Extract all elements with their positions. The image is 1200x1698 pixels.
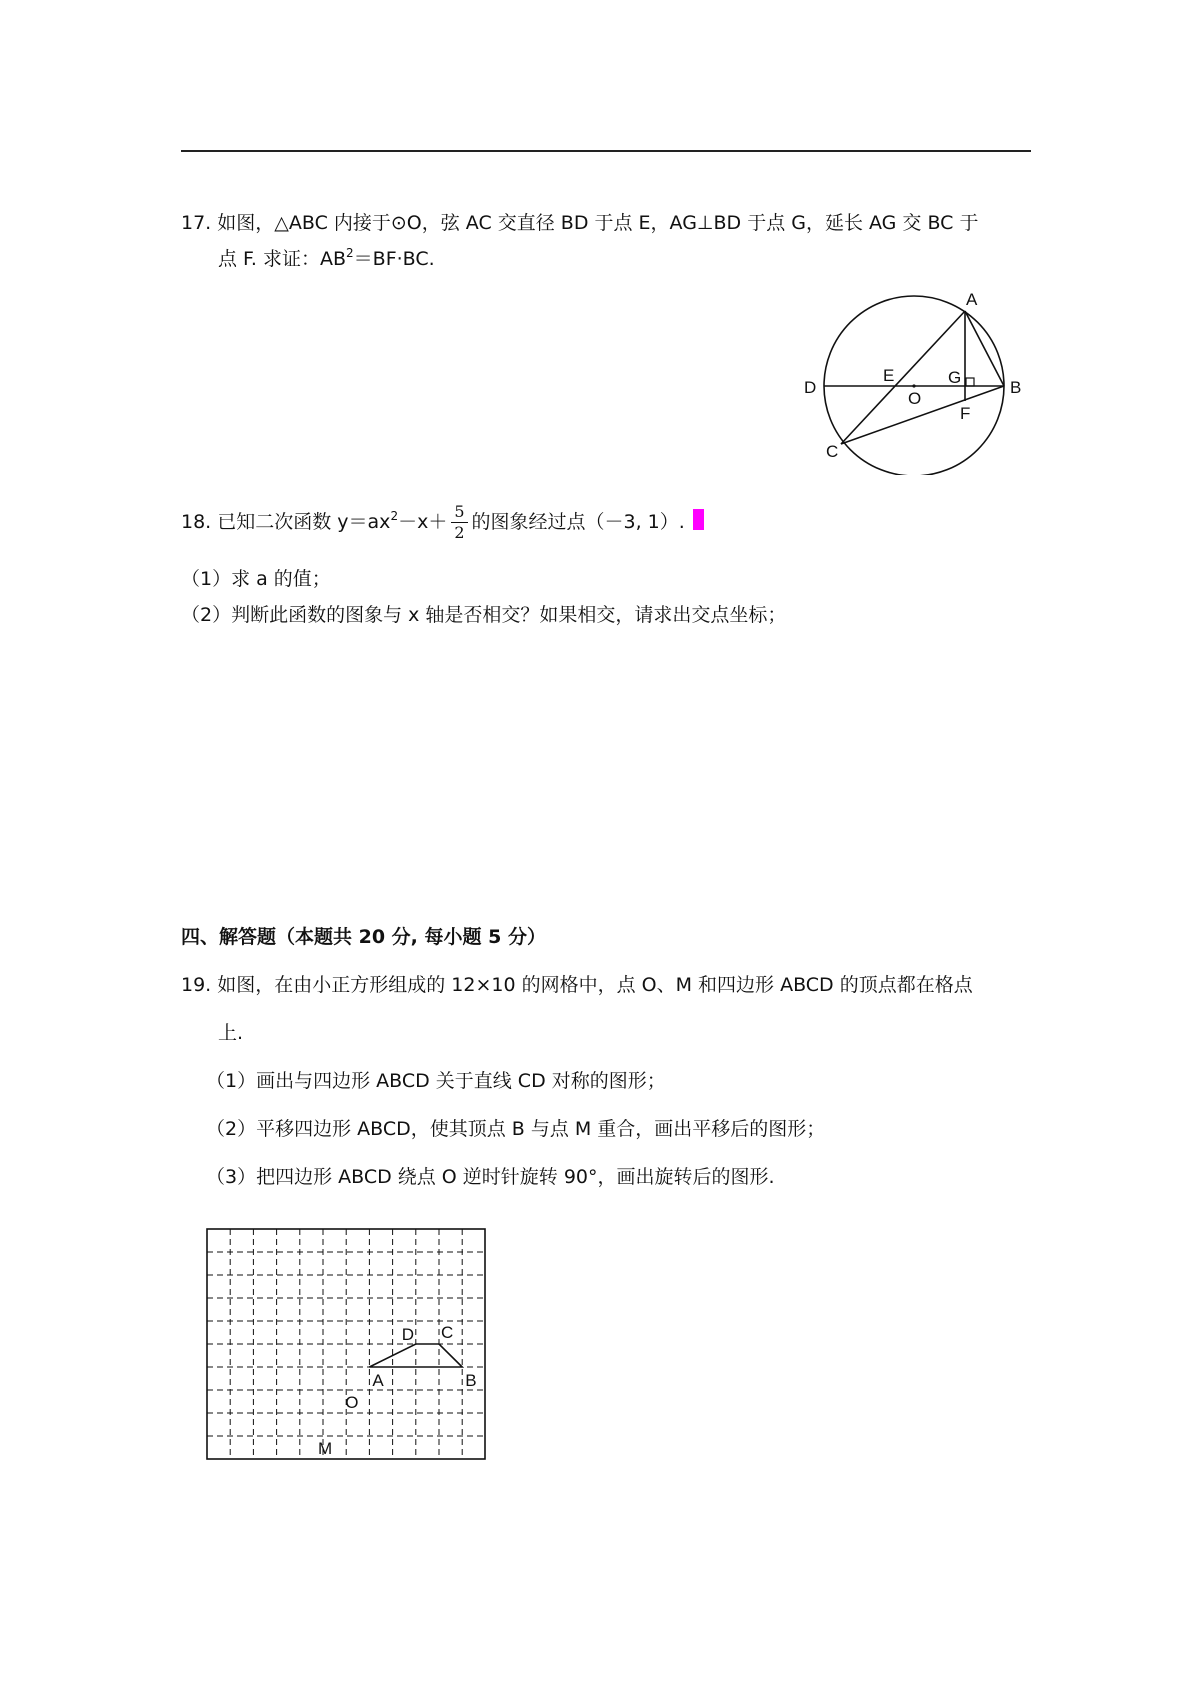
grid-label-d: D bbox=[401, 1325, 415, 1344]
q18-fraction bbox=[451, 502, 467, 543]
q19-part2: （2）平移四边形 ABCD，使其顶点 B 与点 M 重合，画出平移后的图形； bbox=[206, 1118, 826, 1140]
q18-sup: 2 bbox=[390, 509, 399, 523]
label-a: A bbox=[966, 290, 978, 309]
label-b: B bbox=[1010, 378, 1022, 397]
label-f: F bbox=[960, 404, 971, 423]
chord-bc bbox=[841, 386, 1004, 444]
label-c: C bbox=[826, 442, 839, 461]
q18-mid: －x＋ bbox=[398, 511, 448, 533]
label-e: E bbox=[883, 366, 895, 385]
q19-part3: （3）把四边形 ABCD 绕点 O 逆时针旋转 90°，画出旋转后的图形. bbox=[206, 1166, 775, 1188]
q17-sup: 2 bbox=[346, 246, 354, 260]
grid-dashed-lines bbox=[207, 1229, 485, 1459]
grid-label-b: B bbox=[465, 1371, 477, 1390]
label-o: O bbox=[908, 389, 922, 408]
q17-line2 bbox=[218, 244, 435, 271]
q17-line2-b: ＝BF·BC. bbox=[353, 248, 435, 270]
pink-marker bbox=[693, 509, 704, 530]
q19-part1: （1）画出与四边形 ABCD 关于直线 CD 对称的图形； bbox=[206, 1070, 666, 1092]
q19-line1: 19. 如图，在由小正方形组成的 12×10 的网格中，点 O、M 和四边形 ABCD 的顶点都在格点 bbox=[181, 974, 973, 996]
q17-line2-a: 点 F. 求证：AB bbox=[218, 248, 347, 270]
label-g: G bbox=[948, 368, 962, 387]
q18-frac-num: 5 bbox=[451, 502, 467, 523]
center-point bbox=[912, 384, 915, 387]
q17-circle-figure bbox=[790, 285, 1040, 475]
header-rule bbox=[181, 150, 1031, 152]
q18-suffix: 的图象经过点（－3, 1）. bbox=[471, 511, 685, 533]
q19-line2: 上. bbox=[218, 1022, 244, 1044]
grid-label-o: O bbox=[345, 1393, 359, 1412]
grid-label-c: C bbox=[441, 1323, 454, 1342]
grid-label-a: A bbox=[372, 1371, 384, 1390]
q18-part2: （2）判断此函数的图象与 x 轴是否相交？如果相交，请求出交点坐标； bbox=[181, 604, 787, 626]
q18-line bbox=[181, 502, 704, 543]
q18-part1: （1）求 a 的值； bbox=[181, 568, 331, 590]
chord-ac bbox=[841, 311, 965, 444]
q18-frac-den: 2 bbox=[454, 523, 465, 542]
right-angle-mark bbox=[966, 378, 974, 386]
grid-label-m: M bbox=[318, 1439, 333, 1458]
chord-ab bbox=[965, 311, 1004, 386]
q18-prefix: 18. 已知二次函数 y＝ax bbox=[181, 511, 391, 533]
q17-line1: 17. 如图，△ABC 内接于⊙O，弦 AC 交直径 BD 于点 E，AG⊥BD 于点 G，延长 AG 交 BC 于 bbox=[181, 212, 979, 234]
label-d: D bbox=[804, 378, 817, 397]
section4-heading: 四、解答题（本题共 20 分, 每小题 5 分） bbox=[181, 926, 546, 948]
q19-grid-figure bbox=[200, 1225, 500, 1475]
